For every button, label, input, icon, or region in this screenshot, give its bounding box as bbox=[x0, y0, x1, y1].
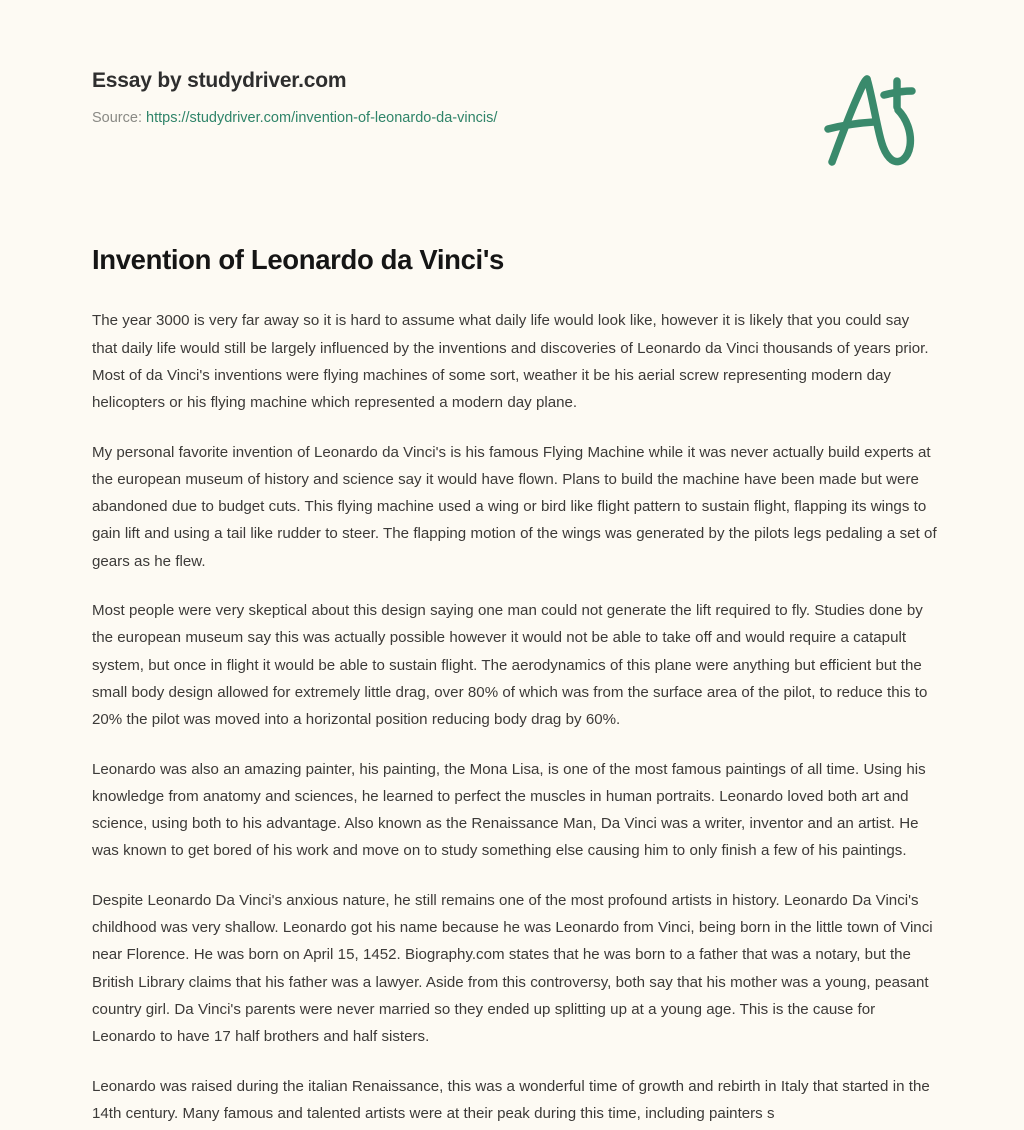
page-title: Invention of Leonardo da Vinci's bbox=[92, 244, 504, 275]
paragraph: Leonardo was raised during the italian Renaissance, this was a wonderful time of growth and rebirth in Italy that started in the 14th century. Many famous and talented artists were at their peak during this time, including painters s bbox=[92, 1077, 930, 1122]
paragraph: Despite Leonardo Da Vinci's anxious nature, he still remains one of the most profound artists in history. Leonardo Da Vinci's childhood was very shallow. Leonardo got his name because he was Leonardo from Vinci, being born in the little town of Vinci near Florence. He was born on April 15, 1452. Biography.com states that he was born to a father that was a notary, but the British Library claims that his father was a lawyer. Aside from this controversy, both say that his mother was a young, peasant country girl. Da Vinci's parents were never married so they ended up splitting up at a young age. This is the cause for Leonardo to have 17 half brothers and half sisters. bbox=[92, 891, 933, 1046]
source-line bbox=[92, 109, 792, 128]
article-body bbox=[92, 243, 937, 1127]
paragraph: Leonardo was also an amazing painter, his painting, the Mona Lisa, is one of the most famous paintings of all time. Using his knowledge from anatomy and sciences, he learned to perfect the muscles in human portraits. Leonardo loved both art and science, using both to his advantage. Also known as the Renaissance Man, Da Vinci was a writer, inventor and an artist. He was known to get bored of his work and move on to study something else causing him to only finish a few of his paintings. bbox=[92, 760, 926, 860]
paragraph: The year 3000 is very far away so it is hard to assume what daily life would look like, however it is likely that you could say that daily life would still be largely influenced by the inventions and discoveries of Leonardo da Vinci thousands of years prior. Most of da Vinci's inventions were flying machines of some sort, weather it be his aerial screw representing modern day helicopters or his flying machine which represented a modern day plane. bbox=[92, 312, 929, 412]
source-url-link[interactable]: https://studydriver.com/invention-of-leonardo-da-vincis/ bbox=[146, 110, 498, 127]
brand-block bbox=[92, 68, 792, 128]
paragraph: Most people were very skeptical about this design saying one man could not generate the lift required to fly. Studies done by the european museum say this was actually possible however it would not be able to take off and would require a catapult system, but once in flight it would be able to sustain flight. The aerodynamics of this plane were anything but efficient but the small body design allowed for extremely little drag, over 80% of which was from the surface area of the pilot, to reduce this to 20% the pilot was moved into a horizontal position reducing body drag by 60%. bbox=[92, 602, 928, 729]
brand-title: Essay by studydriver.com bbox=[92, 69, 347, 92]
document-header bbox=[0, 0, 1024, 200]
source-label: Source: bbox=[92, 110, 142, 127]
paragraph: My personal favorite invention of Leonardo da Vinci's is his famous Flying Machine while it was never actually build experts at the european museum of history and science say it would have flown. Plans to build the machine have been made but were abandoned due to budget cuts. This flying machine used a wing or bird like flight pattern to sustain flight, flapping its wings to gain lift and using a tail like rudder to steer. The flapping motion of the wings was generated by the pilots legs pedaling a set of gears as he flew. bbox=[92, 443, 937, 570]
a-plus-logo[interactable] bbox=[812, 66, 924, 170]
